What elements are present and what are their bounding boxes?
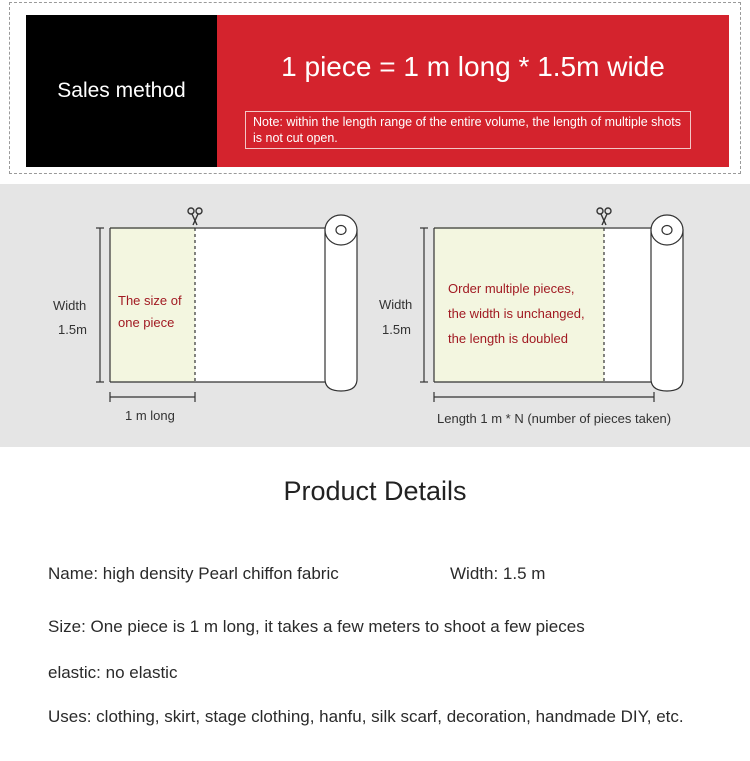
sales-headline: 1 piece = 1 m long * 1.5m wide: [281, 51, 665, 82]
fabric-diagram: [0, 184, 750, 447]
piece-size-label-line1: The size of: [118, 293, 182, 308]
fabric-diagram-graphic: [0, 184, 750, 447]
fabric-roll-icon: [651, 215, 683, 391]
scissors-icon: [597, 208, 611, 225]
scissors-icon: [188, 208, 202, 225]
multi-piece-desc-line2: the width is unchanged,: [448, 306, 585, 321]
sales-note: Note: within the length range of the entire volume, the length of multiple shots is not cut open.: [245, 111, 691, 149]
width-label-left: Width: [53, 298, 87, 313]
product-uses: Uses: clothing, skirt, stage clothing, hanfu, silk scarf, decoration, handmade DIY, etc.: [48, 707, 684, 726]
width-value-left: 1.5m: [58, 322, 87, 337]
headline-block: [217, 15, 729, 167]
width-value-right: 1.5m: [382, 322, 411, 337]
product-elastic: elastic: no elastic: [48, 663, 178, 682]
sales-method-label: Sales method: [57, 79, 186, 102]
length-label-left: 1 m long: [125, 408, 175, 423]
sales-method-banner: [9, 2, 741, 174]
fabric-roll-icon: [325, 215, 357, 391]
width-label-right: Width: [379, 297, 413, 312]
multi-piece-desc-line3: the length is doubled: [448, 331, 568, 346]
multi-piece-desc-line1: Order multiple pieces,: [448, 281, 575, 296]
sales-method-block: [26, 15, 217, 167]
product-details-title: Product Details: [283, 476, 467, 506]
product-size: Size: One piece is 1 m long, it takes a few meters to shoot a few pieces: [48, 617, 585, 636]
piece-size-label-line2: one piece: [118, 315, 175, 330]
length-label-right: Length 1 m * N (number of pieces taken): [437, 411, 672, 426]
product-name: Name: high density Pearl chiffon fabric: [48, 564, 339, 583]
product-width: Width: 1.5 m: [450, 564, 546, 583]
